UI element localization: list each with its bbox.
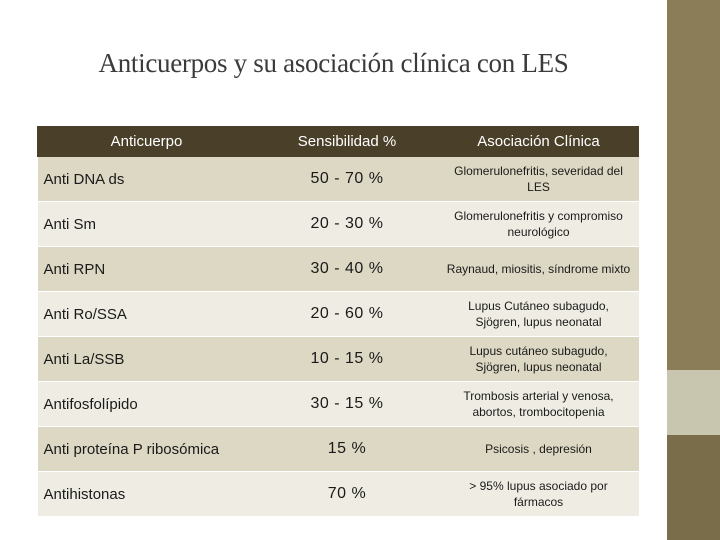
association-cell: Glomerulonefritis, severidad del LES <box>439 157 639 202</box>
header-antibody: Anticuerpo <box>38 127 256 157</box>
table-row <box>38 337 639 382</box>
decorative-sidebar <box>667 0 720 540</box>
sensitivity-cell: 70 % <box>256 472 439 517</box>
sensitivity-cell: 15 % <box>256 427 439 472</box>
antibody-cell: Anti La/SSB <box>38 337 256 382</box>
sensitivity-cell: 50 - 70 % <box>256 157 439 202</box>
association-cell: Raynaud, miositis, síndrome mixto <box>439 247 639 292</box>
table-row <box>38 472 639 517</box>
table-row <box>38 382 639 427</box>
antibody-table <box>37 126 639 516</box>
table-row <box>38 292 639 337</box>
association-cell: Lupus cutáneo subagudo, Sjögren, lupus neonatal <box>439 337 639 382</box>
table-row <box>38 157 639 202</box>
association-cell: Psicosis , depresión <box>439 427 639 472</box>
sidebar-band-light <box>667 370 720 435</box>
slide-title: Anticuerpos y su asociación clínica con LES <box>98 48 569 78</box>
antibody-cell: Anti RPN <box>38 247 256 292</box>
sensitivity-cell: 20 - 30 % <box>256 202 439 247</box>
table-row <box>38 427 639 472</box>
antibody-cell: Anti Ro/SSA <box>38 292 256 337</box>
sidebar-band-dark <box>667 435 720 540</box>
header-sensitivity: Sensibilidad % <box>256 127 439 157</box>
table-header-row <box>38 127 639 157</box>
header-association: Asociación Clínica <box>439 127 639 157</box>
table-row <box>38 247 639 292</box>
sensitivity-cell: 20 - 60 % <box>256 292 439 337</box>
association-cell: > 95% lupus asociado por fármacos <box>439 472 639 517</box>
antibody-cell: Anti proteína P ribosómica <box>38 427 256 472</box>
sensitivity-cell: 30 - 40 % <box>256 247 439 292</box>
association-cell: Trombosis arterial y venosa, abortos, trombocitopenia <box>439 382 639 427</box>
table-row <box>38 202 639 247</box>
sensitivity-cell: 30 - 15 % <box>256 382 439 427</box>
antibody-cell: Antihistonas <box>38 472 256 517</box>
association-cell: Glomerulonefritis y compromiso neurológico <box>439 202 639 247</box>
antibody-cell: Anti DNA ds <box>38 157 256 202</box>
association-cell: Lupus Cutáneo subagudo, Sjögren, lupus neonatal <box>439 292 639 337</box>
antibody-cell: Anti Sm <box>38 202 256 247</box>
antibody-cell: Antifosfolípido <box>38 382 256 427</box>
sensitivity-cell: 10 - 15 % <box>256 337 439 382</box>
